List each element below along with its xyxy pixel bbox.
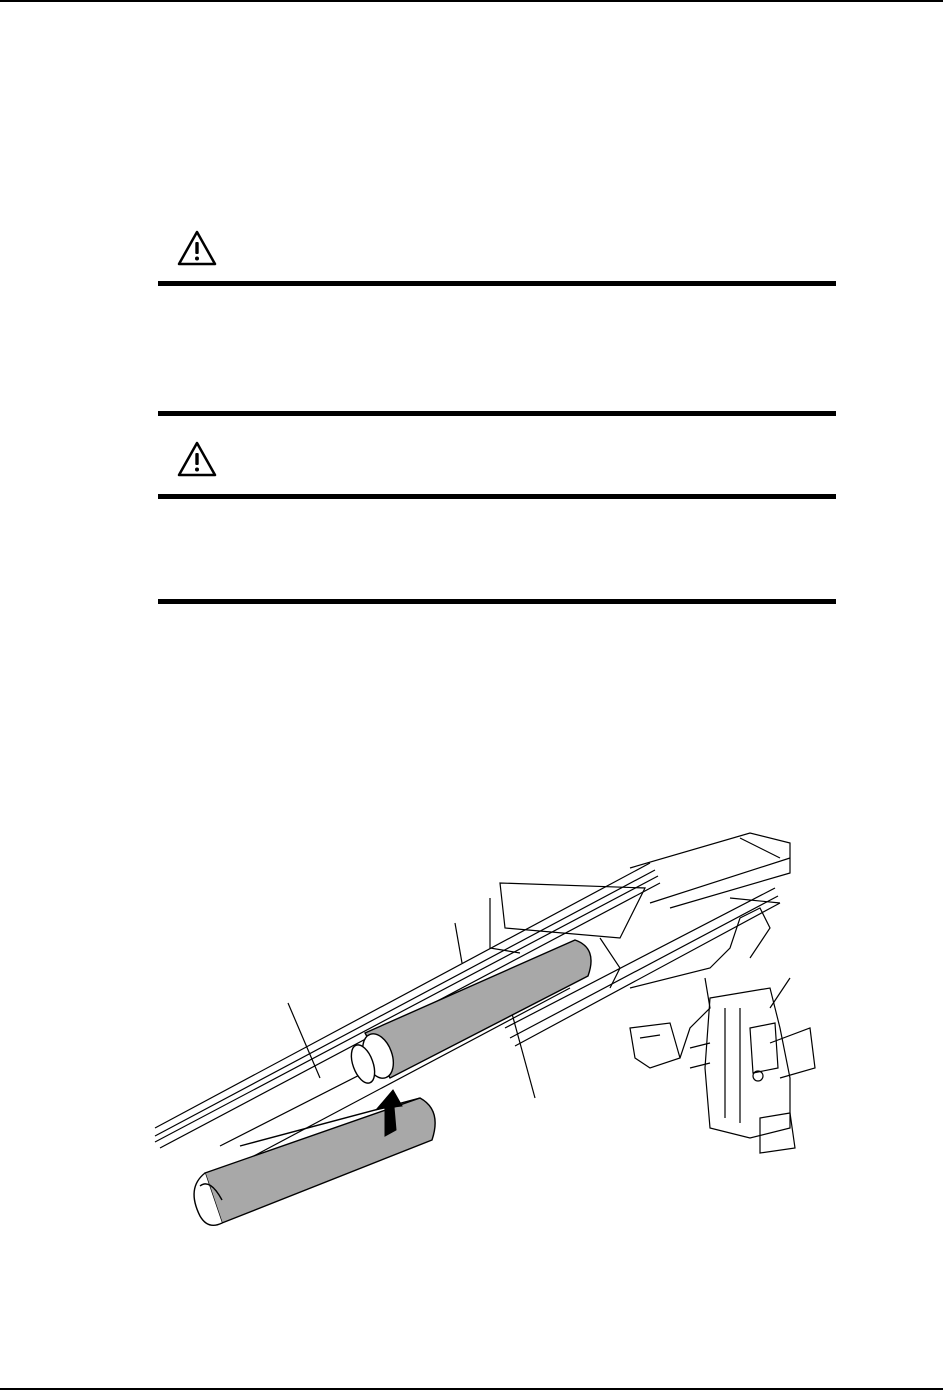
caution-bottom-rule: [158, 411, 836, 416]
roller-cover-illustration: [150, 828, 850, 1248]
warning-triangle-icon: [177, 230, 217, 266]
caution-bottom-rule: [158, 599, 836, 604]
warning-triangle-icon: [177, 441, 217, 477]
caution-top-rule: [158, 494, 836, 499]
header-rule: [0, 0, 943, 2]
footer-rule: [0, 1388, 943, 1390]
caution-top-rule: [158, 281, 836, 286]
